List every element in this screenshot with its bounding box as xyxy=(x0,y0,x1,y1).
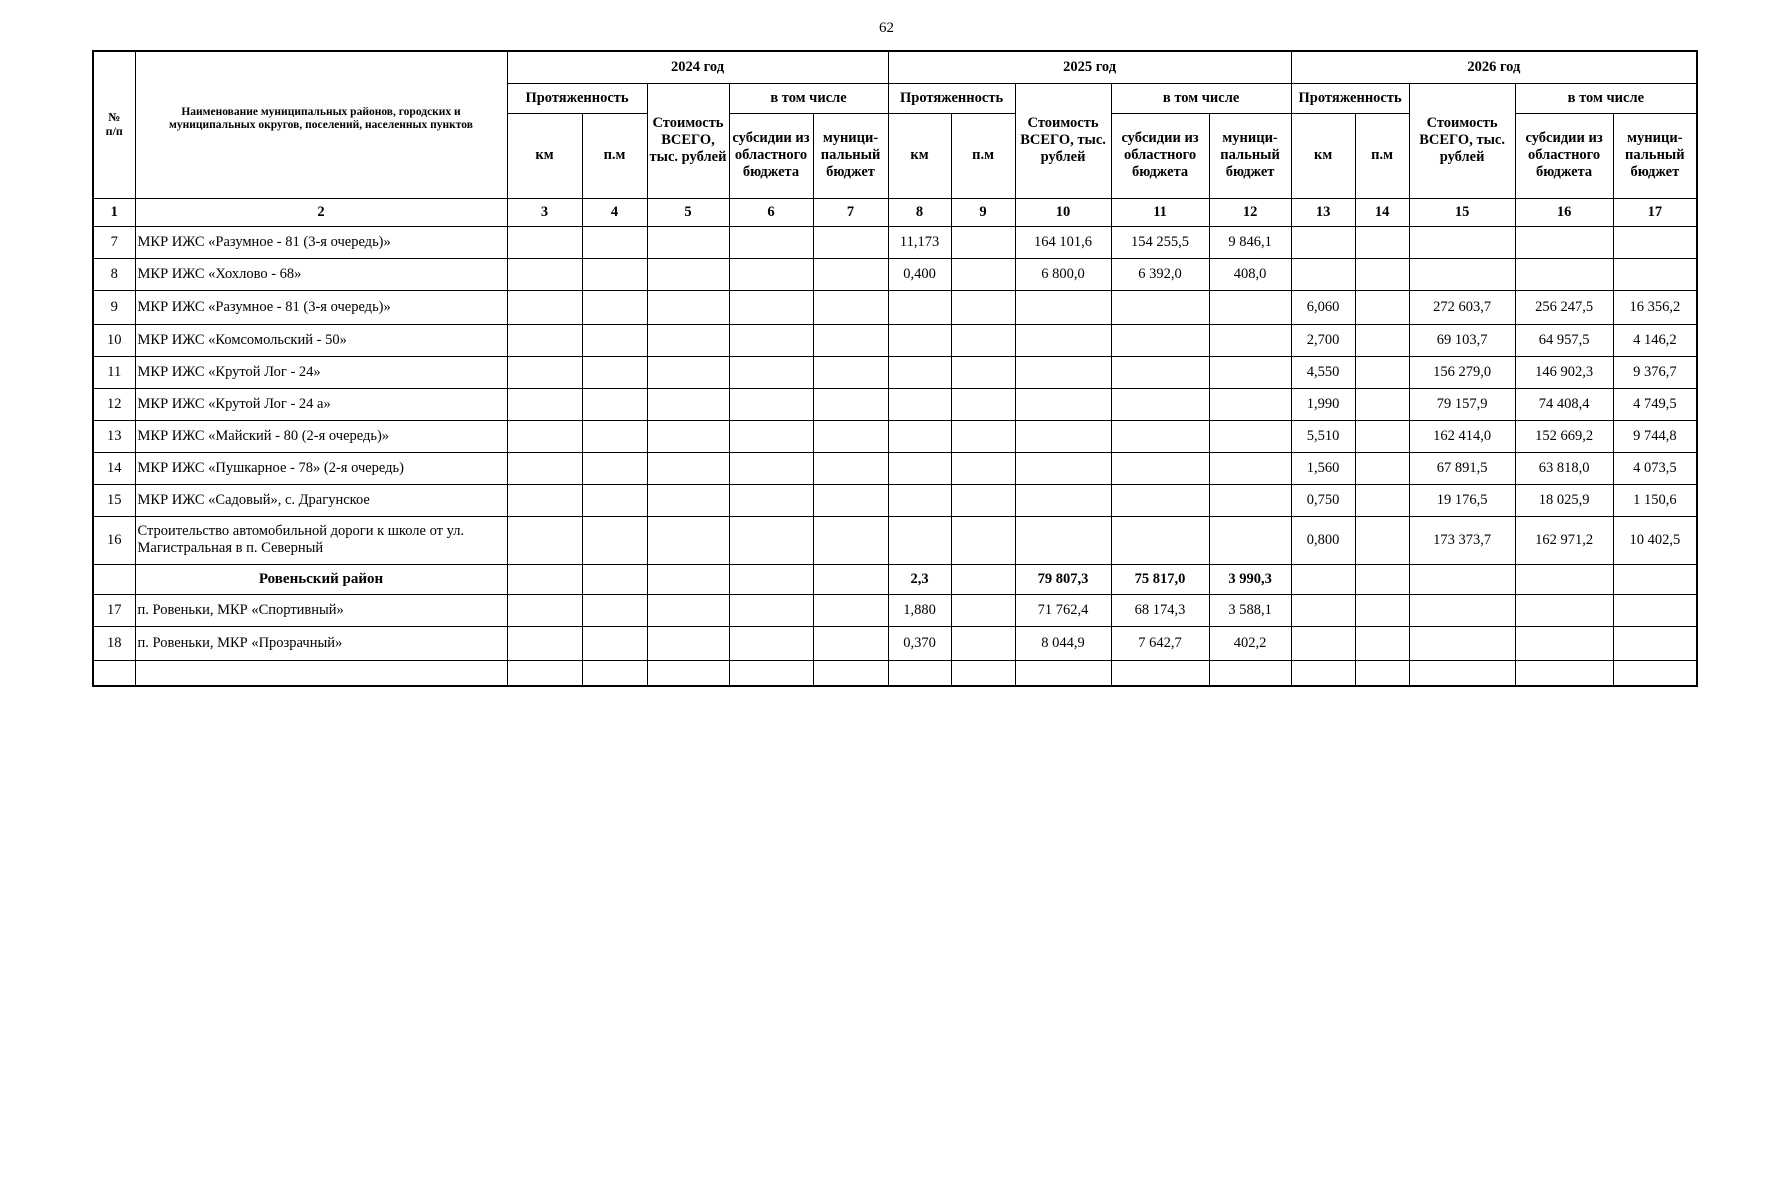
cell-col-16: 162 971,2 xyxy=(1515,516,1613,564)
header-cost-2025: Стоимость ВСЕГО, тыс. рублей xyxy=(1015,83,1111,198)
cell-col-4 xyxy=(582,420,647,452)
header-subsidy-2026: субсидии из областного бюджета xyxy=(1515,113,1613,198)
cell-col-13: 5,510 xyxy=(1291,420,1355,452)
cell-col-8: 1,880 xyxy=(888,594,951,626)
cell-col-13 xyxy=(1291,626,1355,660)
column-number: 4 xyxy=(582,198,647,226)
cell-col-14 xyxy=(1355,516,1409,564)
table-row xyxy=(93,356,1697,388)
cell-col-14 xyxy=(1355,226,1409,258)
cell-col-11 xyxy=(1111,356,1209,388)
cell-col-17: 10 402,5 xyxy=(1613,516,1697,564)
cell-col-3 xyxy=(507,258,582,290)
column-number: 8 xyxy=(888,198,951,226)
cell-col-14 xyxy=(1355,660,1409,686)
cell-col-4 xyxy=(582,226,647,258)
cell-col-16 xyxy=(1515,594,1613,626)
cell-col-16: 18 025,9 xyxy=(1515,484,1613,516)
cell-col-8: 2,3 xyxy=(888,564,951,594)
cell-col-9 xyxy=(951,626,1015,660)
row-number: 10 xyxy=(93,324,135,356)
row-number: 11 xyxy=(93,356,135,388)
cell-col-6 xyxy=(729,594,813,626)
cell-col-16 xyxy=(1515,226,1613,258)
cell-col-13 xyxy=(1291,564,1355,594)
cell-col-10 xyxy=(1015,388,1111,420)
cell-col-8 xyxy=(888,388,951,420)
column-number: 10 xyxy=(1015,198,1111,226)
cell-col-3 xyxy=(507,516,582,564)
object-name: Строительство автомобильной дороги к школе от ул. Магистральная в п. Северный xyxy=(135,516,507,564)
cell-col-5 xyxy=(647,564,729,594)
header-length-2024: Протяженность xyxy=(507,83,647,113)
cell-col-14 xyxy=(1355,324,1409,356)
header-incl-2025: в том числе xyxy=(1111,83,1291,113)
cell-col-7 xyxy=(813,452,888,484)
cell-col-9 xyxy=(951,516,1015,564)
cell-col-7 xyxy=(813,388,888,420)
row-number: 13 xyxy=(93,420,135,452)
cell-col-7 xyxy=(813,258,888,290)
cell-col-3 xyxy=(507,660,582,686)
cell-col-7 xyxy=(813,564,888,594)
cell-col-13: 6,060 xyxy=(1291,290,1355,324)
object-name: МКР ИЖС «Майский - 80 (2-я очередь)» xyxy=(135,420,507,452)
cell-col-12: 402,2 xyxy=(1209,626,1291,660)
column-number: 17 xyxy=(1613,198,1697,226)
cell-col-17 xyxy=(1613,564,1697,594)
table-row xyxy=(93,290,1697,324)
cell-col-11: 6 392,0 xyxy=(1111,258,1209,290)
table-row xyxy=(93,484,1697,516)
cell-col-17 xyxy=(1613,626,1697,660)
column-number: 9 xyxy=(951,198,1015,226)
cell-col-5 xyxy=(647,324,729,356)
cell-col-12 xyxy=(1209,324,1291,356)
cell-col-3 xyxy=(507,564,582,594)
cell-col-14 xyxy=(1355,290,1409,324)
cell-col-15 xyxy=(1409,258,1515,290)
cell-col-3 xyxy=(507,388,582,420)
cell-col-13 xyxy=(1291,594,1355,626)
row-number: 8 xyxy=(93,258,135,290)
cell-col-13: 1,990 xyxy=(1291,388,1355,420)
cell-col-17: 4 146,2 xyxy=(1613,324,1697,356)
object-name: МКР ИЖС «Пушкарное - 78» (2-я очередь) xyxy=(135,452,507,484)
object-name: п. Ровеньки, МКР «Прозрачный» xyxy=(135,626,507,660)
column-number: 2 xyxy=(135,198,507,226)
cell-col-5 xyxy=(647,626,729,660)
cell-col-7 xyxy=(813,324,888,356)
table-row xyxy=(93,626,1697,660)
object-name: МКР ИЖС «Крутой Лог - 24 а» xyxy=(135,388,507,420)
cell-col-14 xyxy=(1355,388,1409,420)
cell-col-5 xyxy=(647,594,729,626)
cell-col-9 xyxy=(951,564,1015,594)
cell-col-9 xyxy=(951,258,1015,290)
cell-col-4 xyxy=(582,388,647,420)
cell-col-7 xyxy=(813,594,888,626)
cell-col-17: 4 073,5 xyxy=(1613,452,1697,484)
header-num: № п/п xyxy=(93,51,135,198)
district-name: Ровеньский район xyxy=(135,564,507,594)
cell-col-14 xyxy=(1355,626,1409,660)
cell-col-16: 63 818,0 xyxy=(1515,452,1613,484)
cell-col-6 xyxy=(729,484,813,516)
cell-col-13: 0,750 xyxy=(1291,484,1355,516)
cell-col-4 xyxy=(582,356,647,388)
cell-col-8 xyxy=(888,356,951,388)
header-municipal-2026: муници-пальный бюджет xyxy=(1613,113,1697,198)
header-incl-2026: в том числе xyxy=(1515,83,1697,113)
cell-col-15: 173 373,7 xyxy=(1409,516,1515,564)
cell-col-11: 154 255,5 xyxy=(1111,226,1209,258)
cell-col-9 xyxy=(951,594,1015,626)
cell-col-11: 75 817,0 xyxy=(1111,564,1209,594)
cell-col-15 xyxy=(1409,594,1515,626)
cell-col-11 xyxy=(1111,484,1209,516)
cell-col-11: 68 174,3 xyxy=(1111,594,1209,626)
column-number: 15 xyxy=(1409,198,1515,226)
cell-col-10 xyxy=(1015,290,1111,324)
cell-col-11 xyxy=(1111,420,1209,452)
cell-col-3 xyxy=(507,452,582,484)
cell-col-5 xyxy=(647,290,729,324)
cell-col-17 xyxy=(1613,258,1697,290)
cell-col-7 xyxy=(813,626,888,660)
header-name: Наименование муниципальных районов, городских и муниципальных округов, поселений, населенных пунктов xyxy=(135,51,507,198)
column-number: 16 xyxy=(1515,198,1613,226)
cell-col-7 xyxy=(813,226,888,258)
cell-col-15: 272 603,7 xyxy=(1409,290,1515,324)
cell-col-9 xyxy=(951,290,1015,324)
object-name: МКР ИЖС «Разумное - 81 (3-я очередь)» xyxy=(135,226,507,258)
table-row xyxy=(93,516,1697,564)
cell-col-6 xyxy=(729,452,813,484)
cell-col-9 xyxy=(951,420,1015,452)
cell-col-11: 7 642,7 xyxy=(1111,626,1209,660)
header-year-2025: 2025 год xyxy=(888,51,1291,83)
cell-col-6 xyxy=(729,290,813,324)
cell-col-12 xyxy=(1209,356,1291,388)
cell-col-14 xyxy=(1355,594,1409,626)
cell-col-9 xyxy=(951,452,1015,484)
cell-col-13: 1,560 xyxy=(1291,452,1355,484)
row-number xyxy=(93,564,135,594)
cell-col-5 xyxy=(647,484,729,516)
object-name: п. Ровеньки, МКР «Спортивный» xyxy=(135,594,507,626)
cell-col-16: 146 902,3 xyxy=(1515,356,1613,388)
cell-col-12 xyxy=(1209,484,1291,516)
cell-col-7 xyxy=(813,356,888,388)
cell-col-4 xyxy=(582,324,647,356)
header-km-2024: км xyxy=(507,113,582,198)
cell-col-3 xyxy=(507,290,582,324)
cell-col-4 xyxy=(582,660,647,686)
cell-col-17 xyxy=(1613,226,1697,258)
cell-col-6 xyxy=(729,388,813,420)
cell-col-10 xyxy=(1015,484,1111,516)
cell-col-14 xyxy=(1355,420,1409,452)
cell-col-5 xyxy=(647,258,729,290)
cell-col-7 xyxy=(813,484,888,516)
object-name: МКР ИЖС «Садовый», с. Драгунское xyxy=(135,484,507,516)
row-number xyxy=(93,660,135,686)
header-cost-2026: Стоимость ВСЕГО, тыс. рублей xyxy=(1409,83,1515,198)
header-length-2026: Протяженность xyxy=(1291,83,1409,113)
column-number: 13 xyxy=(1291,198,1355,226)
cell-col-17: 4 749,5 xyxy=(1613,388,1697,420)
header-pm-2025: п.м xyxy=(951,113,1015,198)
cell-col-10: 8 044,9 xyxy=(1015,626,1111,660)
table-row xyxy=(93,452,1697,484)
cell-col-8: 0,400 xyxy=(888,258,951,290)
object-name: МКР ИЖС «Хохлово - 68» xyxy=(135,258,507,290)
table-row xyxy=(93,660,1697,686)
cell-col-10: 164 101,6 xyxy=(1015,226,1111,258)
cell-col-9 xyxy=(951,388,1015,420)
cell-col-4 xyxy=(582,626,647,660)
cell-col-11 xyxy=(1111,324,1209,356)
cell-col-9 xyxy=(951,356,1015,388)
header-municipal-2024: муници-пальный бюджет xyxy=(813,113,888,198)
header-year-2026: 2026 год xyxy=(1291,51,1697,83)
cell-col-11 xyxy=(1111,290,1209,324)
table-row xyxy=(93,324,1697,356)
column-number: 11 xyxy=(1111,198,1209,226)
cell-col-9 xyxy=(951,660,1015,686)
object-name: МКР ИЖС «Крутой Лог - 24» xyxy=(135,356,507,388)
header-incl-2024: в том числе xyxy=(729,83,888,113)
cell-col-8 xyxy=(888,290,951,324)
cell-col-5 xyxy=(647,226,729,258)
cell-col-15: 69 103,7 xyxy=(1409,324,1515,356)
cell-col-10 xyxy=(1015,516,1111,564)
table-row xyxy=(93,388,1697,420)
cell-col-3 xyxy=(507,594,582,626)
cell-col-17: 16 356,2 xyxy=(1613,290,1697,324)
cell-col-10 xyxy=(1015,452,1111,484)
cell-col-6 xyxy=(729,564,813,594)
cell-col-4 xyxy=(582,258,647,290)
cell-col-17 xyxy=(1613,594,1697,626)
cell-col-5 xyxy=(647,388,729,420)
cell-col-5 xyxy=(647,420,729,452)
cell-col-12: 3 588,1 xyxy=(1209,594,1291,626)
cell-col-10: 79 807,3 xyxy=(1015,564,1111,594)
cell-col-12 xyxy=(1209,660,1291,686)
cell-col-6 xyxy=(729,420,813,452)
cell-col-7 xyxy=(813,516,888,564)
cell-col-16 xyxy=(1515,564,1613,594)
cell-col-13: 4,550 xyxy=(1291,356,1355,388)
cell-col-8 xyxy=(888,660,951,686)
cell-col-6 xyxy=(729,356,813,388)
cell-col-14 xyxy=(1355,564,1409,594)
cell-col-16: 74 408,4 xyxy=(1515,388,1613,420)
cell-col-17: 9 376,7 xyxy=(1613,356,1697,388)
cell-col-10: 71 762,4 xyxy=(1015,594,1111,626)
cell-col-3 xyxy=(507,226,582,258)
cell-col-12 xyxy=(1209,452,1291,484)
cell-col-15: 162 414,0 xyxy=(1409,420,1515,452)
row-number: 14 xyxy=(93,452,135,484)
cell-col-12 xyxy=(1209,516,1291,564)
subtotal-row xyxy=(93,564,1697,594)
cell-col-7 xyxy=(813,290,888,324)
header-km-2026: км xyxy=(1291,113,1355,198)
cell-col-4 xyxy=(582,516,647,564)
cell-col-15: 156 279,0 xyxy=(1409,356,1515,388)
table-row xyxy=(93,226,1697,258)
header-year-2024: 2024 год xyxy=(507,51,888,83)
cell-col-8: 11,173 xyxy=(888,226,951,258)
cell-col-6 xyxy=(729,324,813,356)
cell-col-15 xyxy=(1409,226,1515,258)
cell-col-3 xyxy=(507,356,582,388)
cell-col-6 xyxy=(729,258,813,290)
cell-col-8 xyxy=(888,516,951,564)
table-row xyxy=(93,420,1697,452)
cell-col-12 xyxy=(1209,388,1291,420)
column-number: 5 xyxy=(647,198,729,226)
cell-col-8 xyxy=(888,324,951,356)
header-municipal-2025: муници-пальный бюджет xyxy=(1209,113,1291,198)
cell-col-13: 0,800 xyxy=(1291,516,1355,564)
cell-col-3 xyxy=(507,324,582,356)
cell-col-16: 152 669,2 xyxy=(1515,420,1613,452)
row-number: 15 xyxy=(93,484,135,516)
cell-col-4 xyxy=(582,452,647,484)
object-name: МКР ИЖС «Разумное - 81 (3-я очередь)» xyxy=(135,290,507,324)
cell-col-17 xyxy=(1613,660,1697,686)
cell-col-11 xyxy=(1111,452,1209,484)
cell-col-10 xyxy=(1015,420,1111,452)
cell-col-10 xyxy=(1015,356,1111,388)
cell-col-12 xyxy=(1209,290,1291,324)
cell-col-7 xyxy=(813,420,888,452)
header-pm-2024: п.м xyxy=(582,113,647,198)
column-number: 3 xyxy=(507,198,582,226)
row-number: 7 xyxy=(93,226,135,258)
cell-col-15: 79 157,9 xyxy=(1409,388,1515,420)
table-row xyxy=(93,594,1697,626)
cell-col-4 xyxy=(582,484,647,516)
cell-col-14 xyxy=(1355,356,1409,388)
cell-col-6 xyxy=(729,626,813,660)
cell-col-13: 2,700 xyxy=(1291,324,1355,356)
column-number: 6 xyxy=(729,198,813,226)
cell-col-13 xyxy=(1291,258,1355,290)
header-subsidy-2024: субсидии из областного бюджета xyxy=(729,113,813,198)
row-number: 16 xyxy=(93,516,135,564)
cell-col-8: 0,370 xyxy=(888,626,951,660)
cell-col-5 xyxy=(647,452,729,484)
cell-col-5 xyxy=(647,356,729,388)
cell-col-15 xyxy=(1409,626,1515,660)
header-cost-2024: Стоимость ВСЕГО, тыс. рублей xyxy=(647,83,729,198)
cell-col-4 xyxy=(582,564,647,594)
column-number: 7 xyxy=(813,198,888,226)
cell-col-9 xyxy=(951,484,1015,516)
header-length-2025: Протяженность xyxy=(888,83,1015,113)
cell-col-5 xyxy=(647,516,729,564)
object-name: МКР ИЖС «Комсомольский - 50» xyxy=(135,324,507,356)
cell-col-5 xyxy=(647,660,729,686)
cell-col-17: 1 150,6 xyxy=(1613,484,1697,516)
cell-col-16 xyxy=(1515,626,1613,660)
cell-col-16 xyxy=(1515,660,1613,686)
cell-col-6 xyxy=(729,516,813,564)
cell-col-9 xyxy=(951,324,1015,356)
cell-col-10: 6 800,0 xyxy=(1015,258,1111,290)
cell-col-4 xyxy=(582,594,647,626)
cell-col-14 xyxy=(1355,258,1409,290)
cell-col-11 xyxy=(1111,660,1209,686)
row-number: 18 xyxy=(93,626,135,660)
cell-col-15: 19 176,5 xyxy=(1409,484,1515,516)
cell-col-16: 64 957,5 xyxy=(1515,324,1613,356)
cell-col-12 xyxy=(1209,420,1291,452)
cell-col-15 xyxy=(1409,564,1515,594)
cell-col-6 xyxy=(729,660,813,686)
cell-col-8 xyxy=(888,452,951,484)
column-number: 14 xyxy=(1355,198,1409,226)
cell-col-11 xyxy=(1111,516,1209,564)
table-row xyxy=(93,258,1697,290)
cell-col-4 xyxy=(582,290,647,324)
cell-col-12: 408,0 xyxy=(1209,258,1291,290)
cell-col-9 xyxy=(951,226,1015,258)
cell-col-7 xyxy=(813,660,888,686)
cell-col-16: 256 247,5 xyxy=(1515,290,1613,324)
column-number: 1 xyxy=(93,198,135,226)
header-pm-2026: п.м xyxy=(1355,113,1409,198)
row-number: 17 xyxy=(93,594,135,626)
cell-col-17: 9 744,8 xyxy=(1613,420,1697,452)
cell-col-14 xyxy=(1355,452,1409,484)
data-table xyxy=(92,50,1698,687)
cell-col-12: 9 846,1 xyxy=(1209,226,1291,258)
cell-col-6 xyxy=(729,226,813,258)
cell-col-11 xyxy=(1111,388,1209,420)
cell-col-13 xyxy=(1291,660,1355,686)
cell-col-3 xyxy=(507,484,582,516)
object-name xyxy=(135,660,507,686)
cell-col-10 xyxy=(1015,324,1111,356)
cell-col-10 xyxy=(1015,660,1111,686)
column-number: 12 xyxy=(1209,198,1291,226)
row-number: 9 xyxy=(93,290,135,324)
row-number: 12 xyxy=(93,388,135,420)
page-number: 62 xyxy=(879,20,894,36)
cell-col-13 xyxy=(1291,226,1355,258)
cell-col-15 xyxy=(1409,660,1515,686)
cell-col-16 xyxy=(1515,258,1613,290)
cell-col-15: 67 891,5 xyxy=(1409,452,1515,484)
cell-col-3 xyxy=(507,420,582,452)
cell-col-3 xyxy=(507,626,582,660)
cell-col-8 xyxy=(888,420,951,452)
header-subsidy-2025: субсидии из областного бюджета xyxy=(1111,113,1209,198)
cell-col-8 xyxy=(888,484,951,516)
header-km-2025: км xyxy=(888,113,951,198)
cell-col-12: 3 990,3 xyxy=(1209,564,1291,594)
cell-col-14 xyxy=(1355,484,1409,516)
